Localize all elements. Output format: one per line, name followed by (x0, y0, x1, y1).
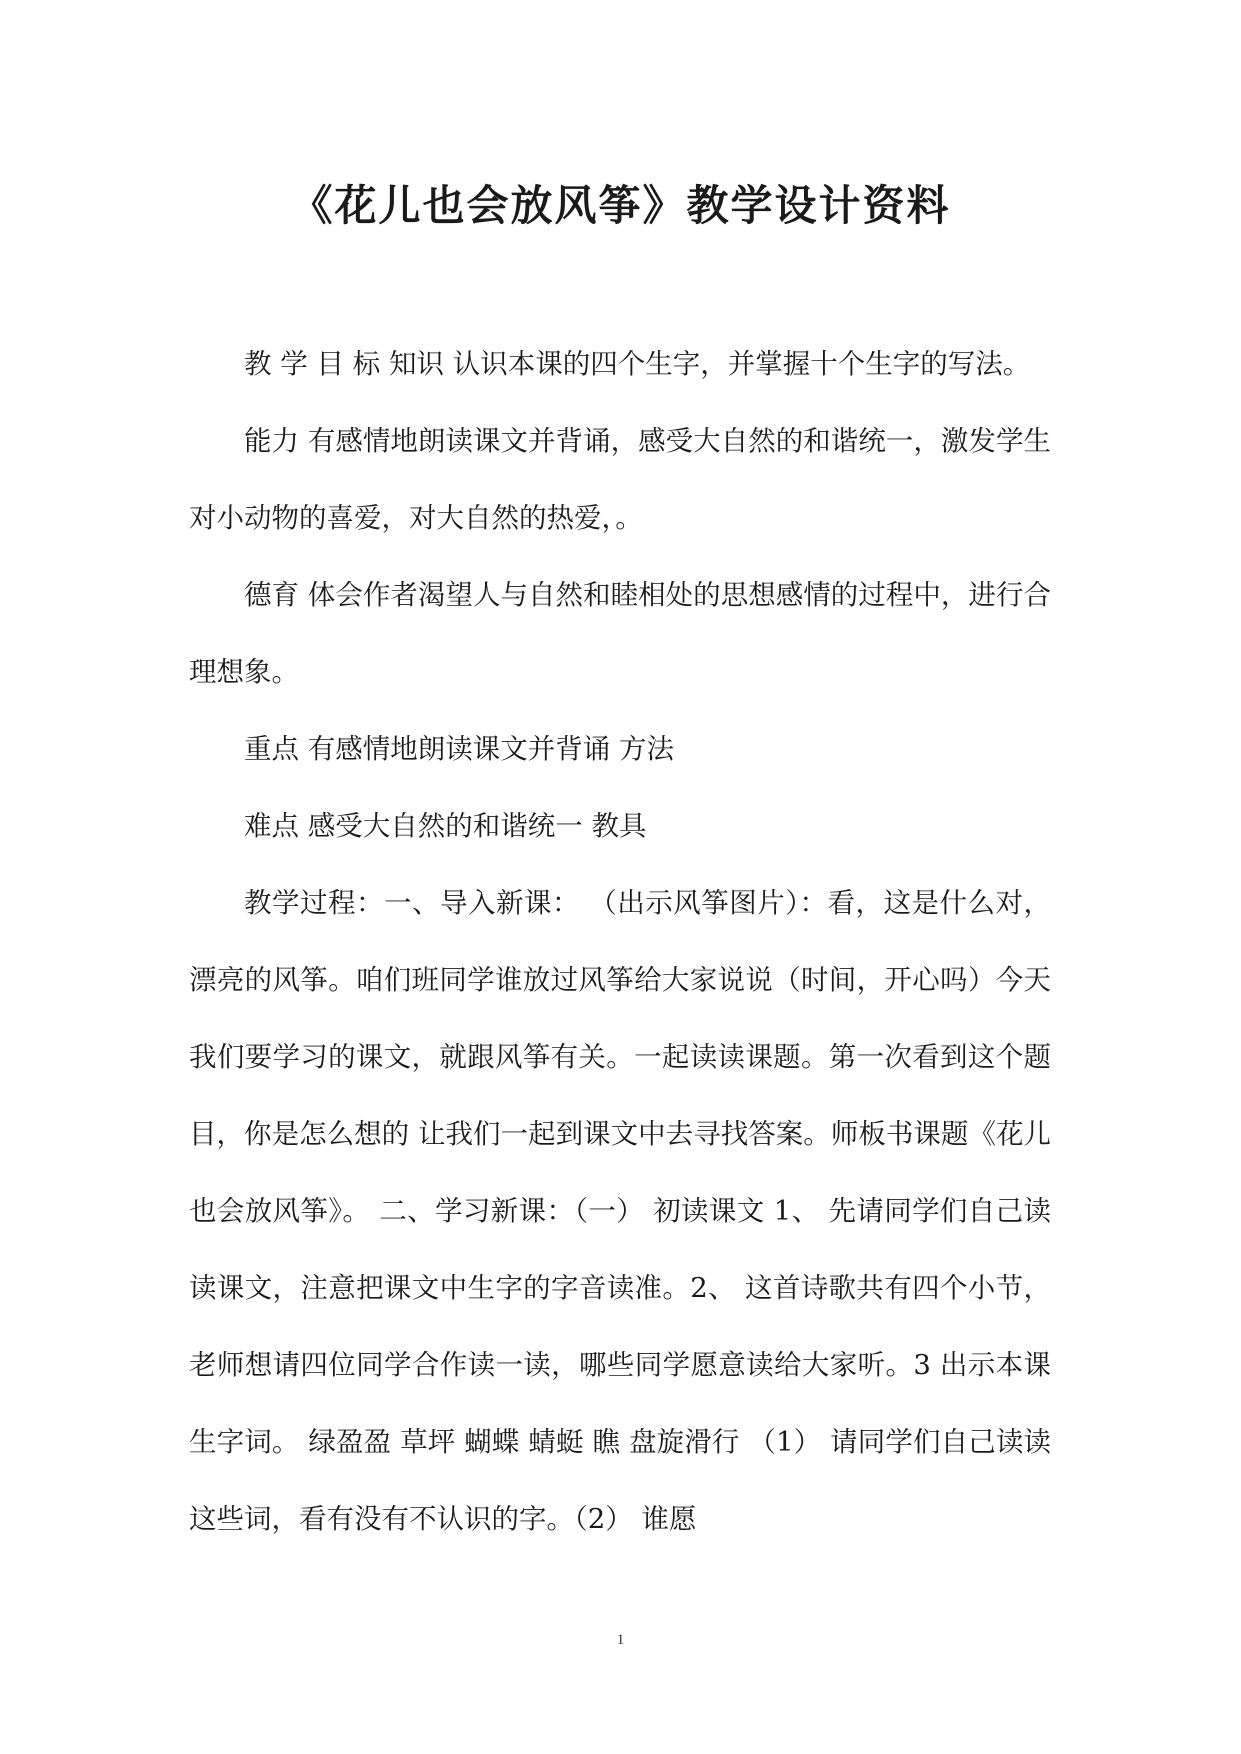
document-body (189, 326, 1051, 1558)
paragraph-objectives-ability: 能力 有感情地朗读课文并背诵，感受大自然的和谐统一，激发学生对小动物的喜爱，对大自然的热爱，。 (189, 425, 1051, 534)
page-number: 1 (616, 1632, 625, 1648)
document-title: 《花儿也会放风筝》教学设计资料 (290, 181, 951, 231)
paragraph-objectives-knowledge: 教 学 目 标 知识 认识本课的四个生字，并掌握十个生字的写法。 (244, 348, 1031, 380)
paragraph-difficult-point: 难点 感受大自然的和谐统一 教具 (244, 810, 647, 842)
paragraph-objectives-moral: 德育 体会作者渴望人与自然和睦相处的思想感情的过程中，进行合理想象。 (189, 579, 1051, 688)
paragraph-teaching-process: 教学过程：一、导入新课： （出示风筝图片）：看，这是什么对，漂亮的风筝。咱们班同学谁放过风筝给大家说说（时间，开心吗）今天我们要学习的课文，就跟风筝有关。一起读读课题。第一次看到这个题目，你是怎么想的 让我们一起到课文中去寻找答案。师板书课题《花儿也会放风筝》。 二、学习新课：（一） 初读课文 1、 先请同学们自己读读课文，注意把课文中生字的字音读准。2、 这首诗歌共有四个小节，老师想请四位同学合作读一读，哪些同学愿意读给大家听。3 出示本课生字词。 绿盈盈 草坪 蝴蝶 蜻蜓 瞧 盘旋滑行 （1） 请同学们自己读读这些词，看有没有不认识的字。（2） 谁愿 (189, 887, 1051, 1535)
paragraph-key-point: 重点 有感情地朗读课文并背诵 方法 (244, 733, 674, 765)
